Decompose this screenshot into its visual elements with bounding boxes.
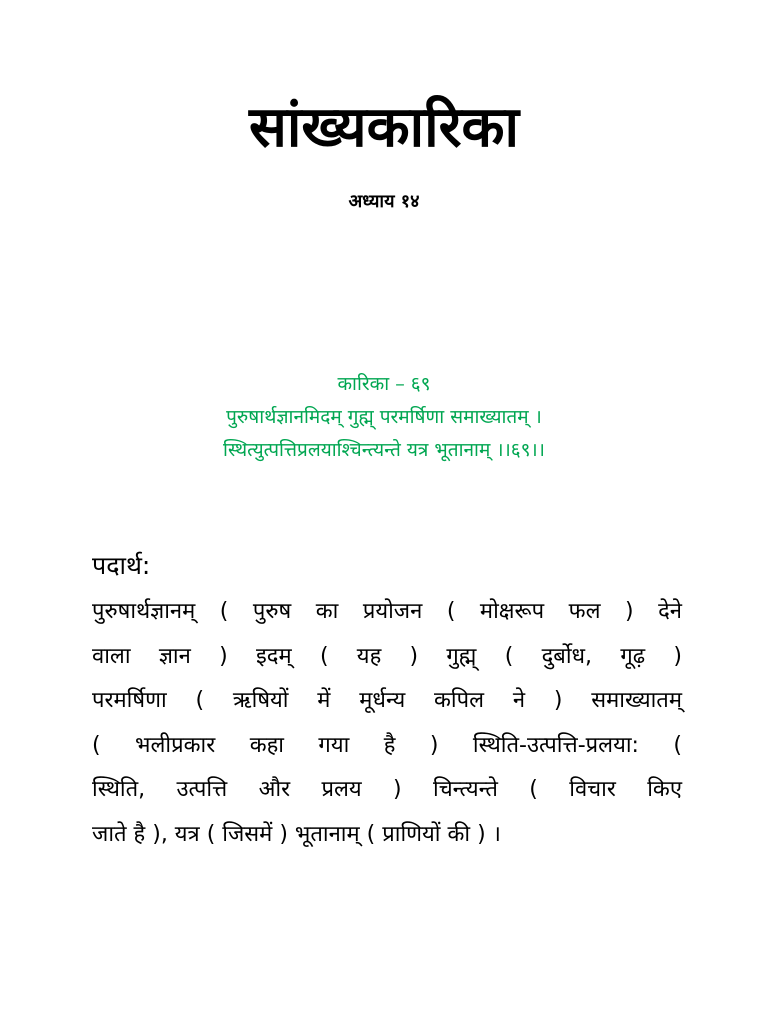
padartha-heading: पदार्थ: [92,551,151,580]
karika-line: पुरुषार्थज्ञानमिदम् गुह्म् परमर्षिणा समाख्यातम् । [226,406,542,428]
padartha-line: ( भलीप्रकार कहा गया है ) स्थिति-उत्पत्ति-प्रलया: ( [92,732,682,758]
karika-verse [0,368,768,467]
karika-line: स्थित्युत्पत्तिप्रलयाश्चिन्त्यन्ते यत्र भूतानाम् ।।६९।। [223,439,545,461]
chapter-label: अध्याय १४ [348,191,420,212]
padartha-body [92,590,682,857]
padartha-line: परमर्षिणा ( ऋषियों में मूर्धन्य कपिल ने ) समाख्यातम् [92,688,682,713]
karika-heading: कारिका – ६९ [337,373,431,395]
padartha-line: वाला ज्ञान ) इदम् ( यह ) गुह्म् ( दुर्बोध, गूढ़ ) [92,643,682,669]
padartha-line: जाते है ), यत्र ( जिसमें ) भूतानाम् ( प्राणियों की ) । [92,821,502,847]
padartha-line: स्थिति, उत्पत्ति और प्रलय ) चिन्त्यन्ते ( विचार किए [92,777,682,802]
page-title: सांख्यकारिका [248,95,520,160]
padartha-line: पुरुषार्थज्ञानम् ( पुरुष का प्रयोजन ( मोक्षरूप फल ) देने [92,599,682,624]
